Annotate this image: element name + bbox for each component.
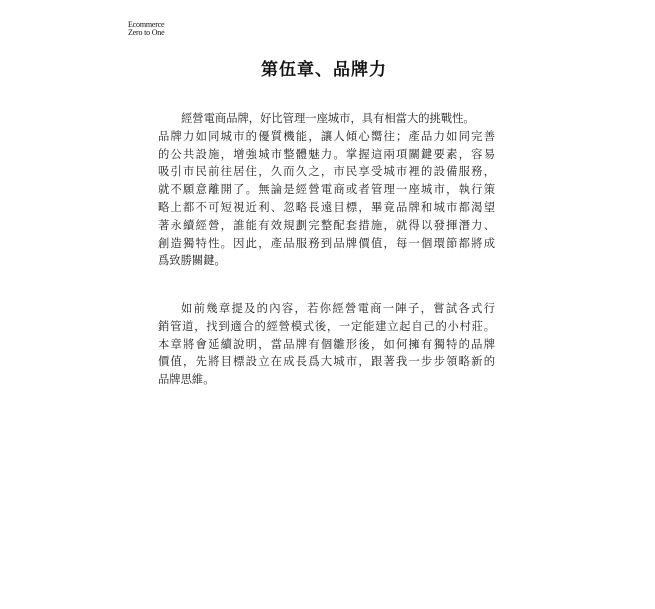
paragraph-line: 爲致勝關鍵。 bbox=[158, 254, 226, 268]
logo-line-2: Zero to One bbox=[128, 28, 165, 37]
book-logo bbox=[128, 21, 164, 37]
book-page bbox=[124, 14, 524, 596]
paragraph-2 bbox=[158, 300, 495, 389]
paragraph-1 bbox=[158, 110, 495, 270]
paragraph-line: 略上都不可短視近利、忽略長遠目標，畢竟品牌和城市都渴望 bbox=[158, 200, 495, 214]
paragraph-line: 品牌力如同城市的優質機能，讓人傾心嚮往；產品力如同完善 bbox=[158, 129, 495, 143]
paragraph-line: 品牌思維。 bbox=[158, 373, 215, 387]
logo-line-1: Ecommerce bbox=[128, 20, 165, 29]
paragraph-line: 價值，先將目標設立在成長爲大城市，跟著我一步步領略新的 bbox=[158, 355, 495, 369]
paragraph-line: 吸引市民前往居住，久而久之，市民享受城市裡的設備服務， bbox=[158, 165, 495, 179]
paragraph-line: 如前幾章提及的內容，若你經營電商一陣子，嘗試各式行 bbox=[181, 302, 495, 315]
paragraph-line: 本章將會延續說明，當品牌有個雛形後，如何擁有獨特的品牌 bbox=[158, 337, 495, 351]
paragraph-line: 著永續經營，誰能有效規劃完整配套措施，就得以發揮潛力、 bbox=[158, 218, 495, 232]
paragraph-line: 就不願意離開了。無論是經營電商或者管理一座城市，執行策 bbox=[158, 183, 495, 197]
paragraph-line: 的公共設施，增強城市整體魅力。掌握這兩項關鍵要素，容易 bbox=[158, 147, 495, 161]
paragraph-line: 銷管道，找到適合的經營模式後，一定能建立起自己的小村莊。 bbox=[158, 319, 495, 333]
paragraph-line: 創造獨特性。因此，產品服務到品牌價值，每一個環節都將成 bbox=[158, 236, 495, 250]
chapter-title: 第伍章、品牌力 bbox=[261, 60, 387, 80]
paragraph-line: 經營電商品牌，好比管理一座城市，具有相當大的挑戰性。 bbox=[181, 112, 475, 125]
